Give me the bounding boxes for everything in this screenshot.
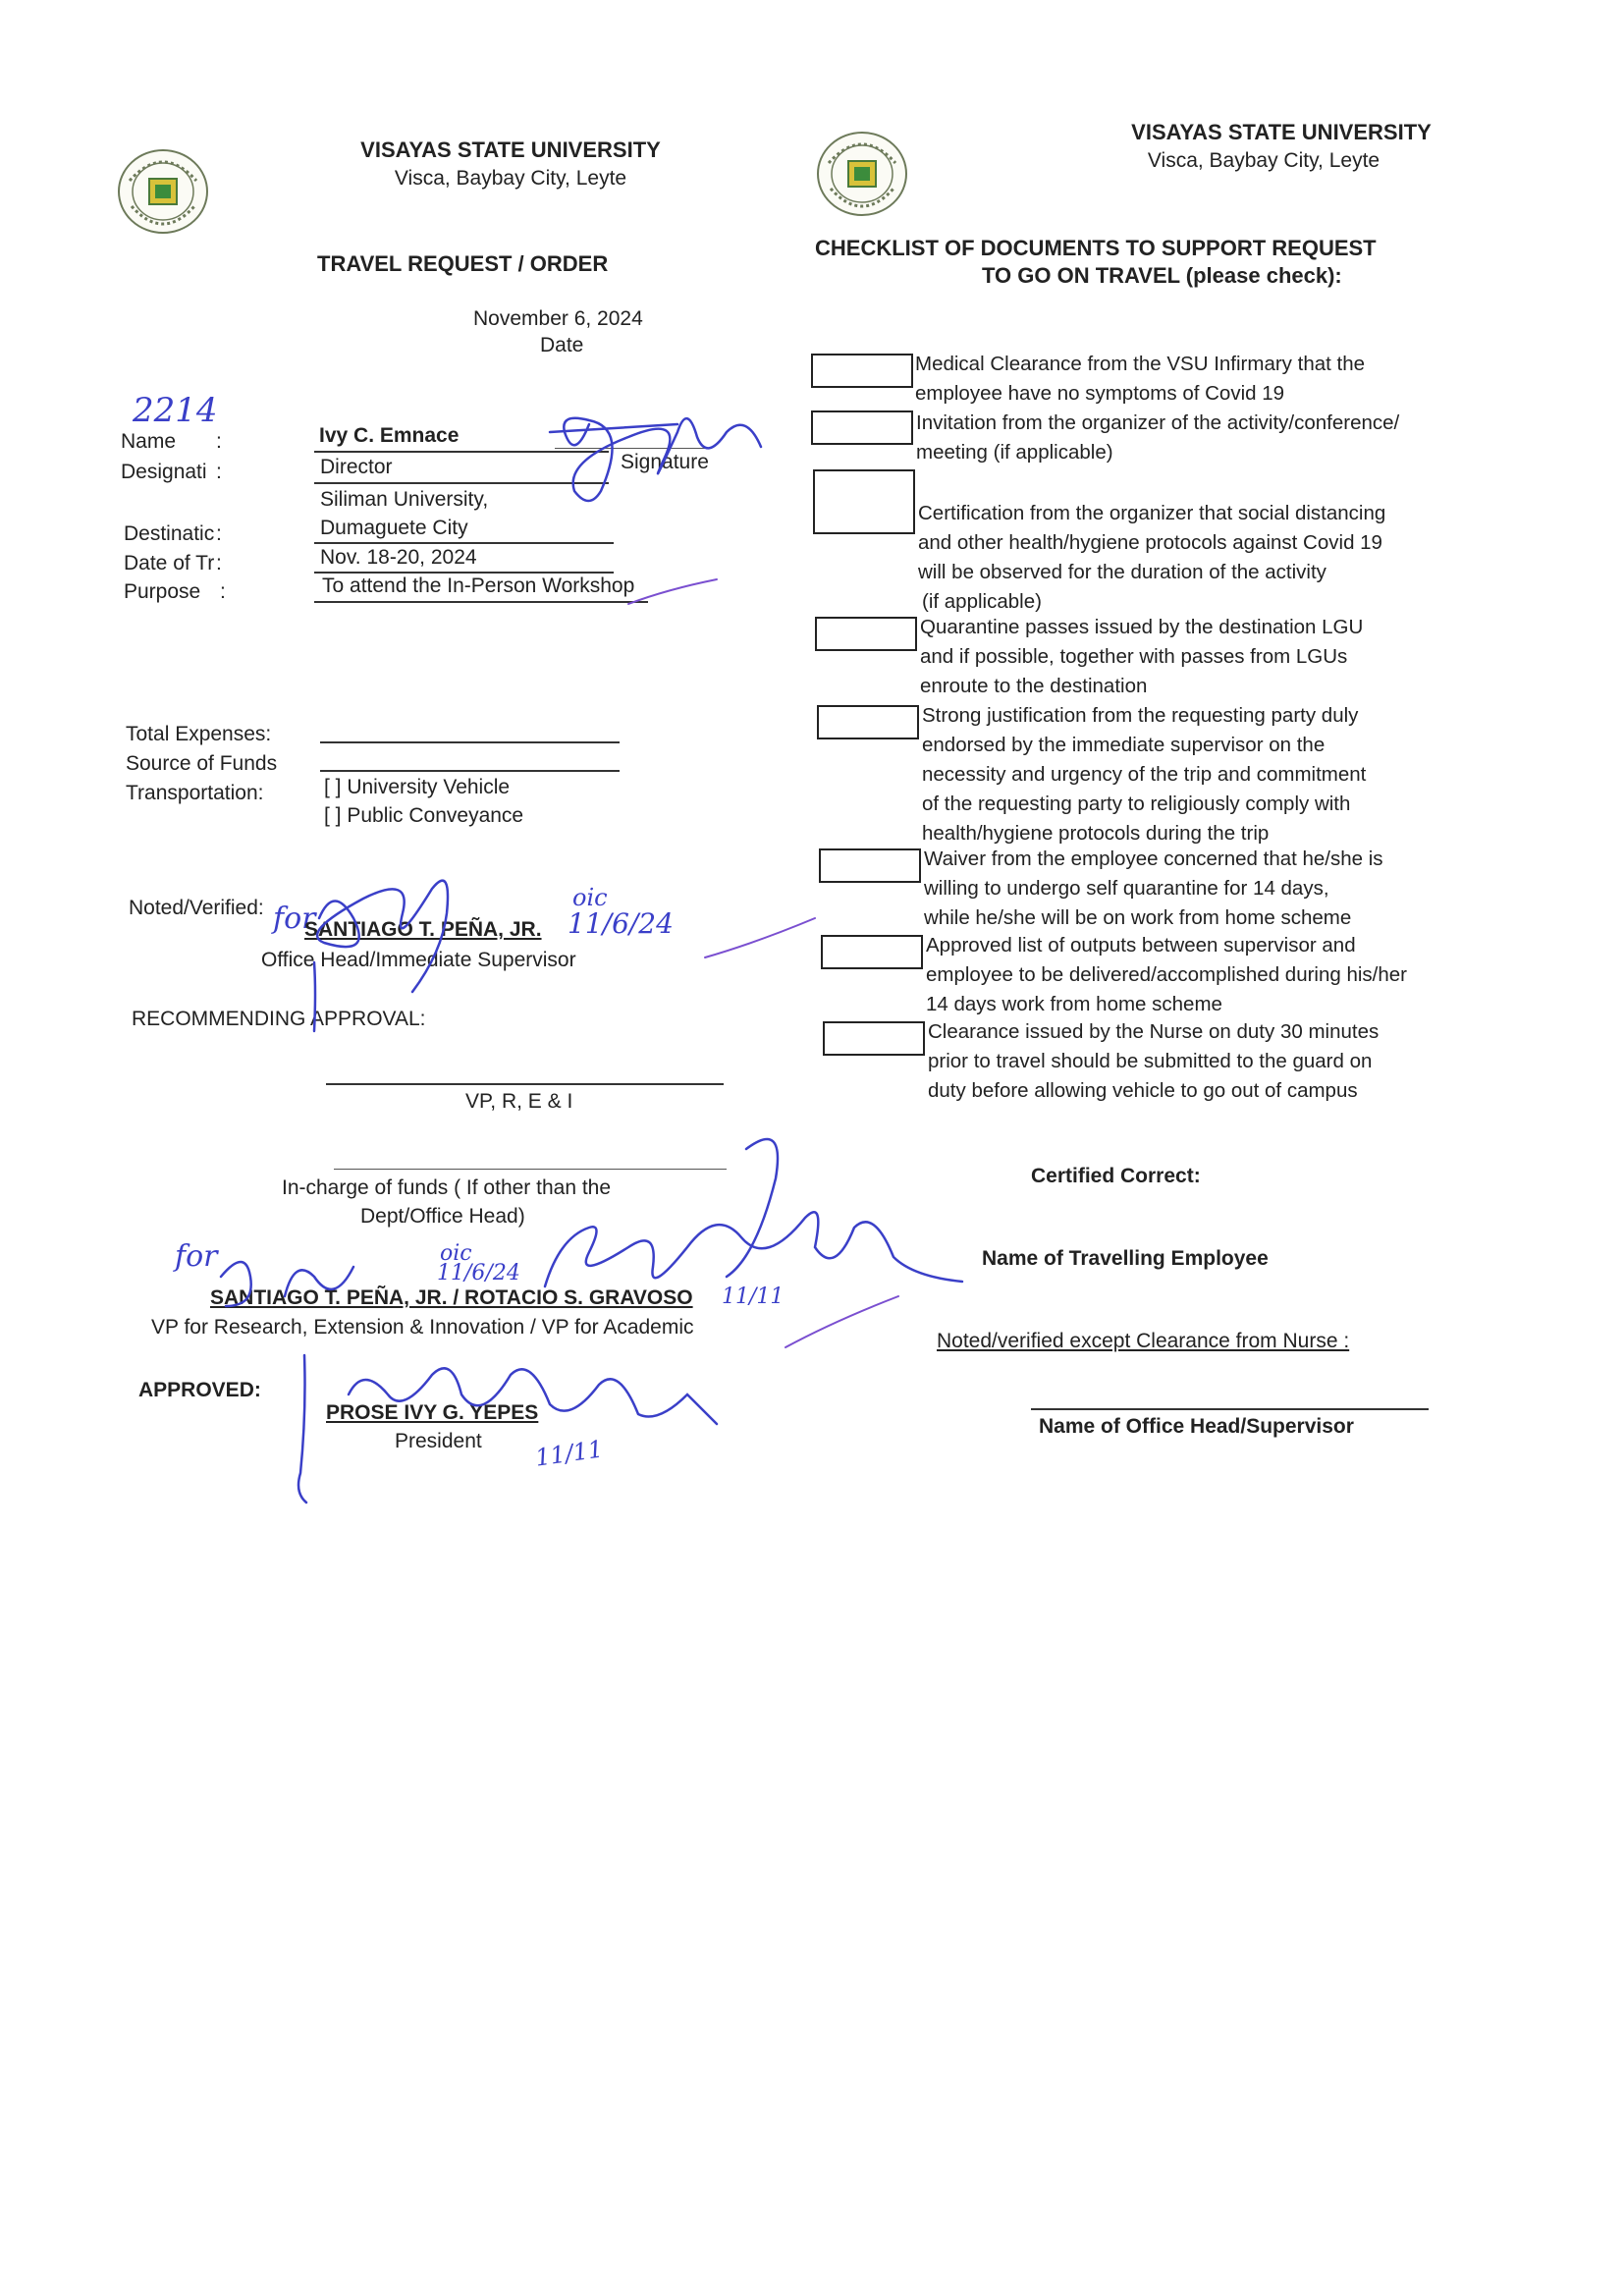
university-address: Visca, Baybay City, Leyte xyxy=(394,167,627,190)
checklist-title-line2: TO GO ON TRAVEL (please check): xyxy=(982,263,1342,288)
office-head-label: Name of Office Head/Supervisor xyxy=(1039,1415,1354,1438)
noted-handwritten-for: for xyxy=(273,902,316,936)
checklist-item-3-line2: and other health/hygiene protocols against Covid 19 xyxy=(918,531,1382,554)
approved-label: APPROVED: xyxy=(138,1379,261,1401)
president-title: President xyxy=(395,1430,482,1452)
funds-line2: Dept/Office Head) xyxy=(360,1205,525,1228)
checklist-item-4-line2: and if possible, together with passes from LGUs xyxy=(920,645,1348,668)
checklist-checkbox-7[interactable] xyxy=(821,935,923,969)
checklist-item-2-line2: meeting (if applicable) xyxy=(916,441,1113,464)
president-name: PROSE IVY G. YEPES xyxy=(326,1401,539,1424)
checklist-item-8-line2: prior to travel should be submitted to the guard on xyxy=(928,1050,1373,1072)
checklist-item-5-line3: necessity and urgency of the trip and commitment xyxy=(922,763,1367,786)
checklist-checkbox-8[interactable] xyxy=(823,1021,925,1056)
signature-label: Signature xyxy=(621,451,709,473)
handwritten-control-number: 2214 xyxy=(133,391,218,430)
checklist-item-2 xyxy=(916,409,1399,467)
name-colon: : xyxy=(216,430,222,453)
date-of-travel-value: Nov. 18-20, 2024 xyxy=(320,546,477,569)
date-of-travel-colon: : xyxy=(216,552,222,574)
purpose-label: Purpose xyxy=(124,580,201,603)
noted-except-label: Noted/verified except Clearance from Nurse : xyxy=(937,1330,1350,1352)
checklist-item-5-line1: Strong justification from the requesting party duly xyxy=(922,704,1359,727)
checklist-item-4-line3: enroute to the destination xyxy=(920,675,1148,697)
checklist-checkbox-2[interactable] xyxy=(811,410,913,445)
option-public-conveyance: [ ] Public Conveyance xyxy=(324,804,524,827)
certified-correct-label: Certified Correct: xyxy=(1031,1165,1201,1187)
checklist-item-8-line1: Clearance issued by the Nurse on duty 30 minutes xyxy=(928,1020,1380,1043)
source-of-funds-label: Source of Funds xyxy=(126,752,278,775)
checklist-item-6 xyxy=(924,845,1383,933)
checklist-item-5 xyxy=(922,701,1366,848)
designation-label: Designati xyxy=(121,461,207,483)
date-of-travel-label: Date of Tr xyxy=(124,552,215,574)
checklist-item-3-line3: will be observed for the duration of the activity xyxy=(918,561,1326,583)
checklist-checkbox-4[interactable] xyxy=(815,617,917,651)
noted-supervisor-name: SANTIAGO T. PEÑA, JR. xyxy=(304,918,542,941)
checklist-item-7-line1: Approved list of outputs between supervisor and xyxy=(926,934,1356,957)
transportation-label: Transportation: xyxy=(126,782,264,804)
vp-title: VP for Research, Extension & Innovation / VP for Academic xyxy=(151,1316,694,1339)
checklist-checkbox-5[interactable] xyxy=(817,705,919,739)
vp-handwritten-oic: oic xyxy=(440,1241,472,1266)
checklist-title-line1: CHECKLIST OF DOCUMENTS TO SUPPORT REQUEST xyxy=(815,236,1377,260)
name-value: Ivy C. Emnace xyxy=(319,424,460,447)
recommending-title: VP, R, E & I xyxy=(465,1090,573,1113)
date-label: Date xyxy=(540,334,584,356)
checklist-item-8 xyxy=(928,1017,1379,1106)
noted-verified-label: Noted/Verified: xyxy=(129,897,264,919)
checklist-item-3 xyxy=(918,499,1385,617)
checklist-item-6-line3: while he/she will be on work from home scheme xyxy=(924,906,1352,929)
vp-names: SANTIAGO T. PEÑA, JR. / ROTACIO S. GRAVOSO xyxy=(210,1286,693,1309)
checklist-item-5-line5: health/hygiene protocols during the trip xyxy=(922,822,1270,845)
checklist-item-3-line1: Certification from the organizer that social distancing xyxy=(918,502,1386,524)
checklist-item-1-line2: employee have no symptoms of Covid 19 xyxy=(915,382,1285,405)
checklist-item-7-line2: employee to be delivered/accomplished during his/her xyxy=(926,963,1408,986)
noted-handwritten-date: 11/6/24 xyxy=(568,907,674,940)
checklist-item-5-line4: of the requesting party to religiously comply with xyxy=(922,793,1351,815)
designation-value: Director xyxy=(320,456,393,478)
checklist-item-6-line1: Waiver from the employee concerned that he/she is xyxy=(924,847,1383,870)
checklist-item-7-line3: 14 days work from home scheme xyxy=(926,993,1222,1015)
name-label: Name xyxy=(121,430,177,453)
checklist-item-1-line1: Medical Clearance from the VSU Infirmary that the xyxy=(915,353,1366,375)
checklist-item-6-line2: willing to undergo self quarantine for 14 days, xyxy=(924,877,1329,900)
noted-handwritten-oic: oic xyxy=(572,884,608,911)
checklist-item-2-line1: Invitation from the organizer of the activity/conference/ xyxy=(916,411,1400,434)
vp-handwritten-date: 11/6/24 xyxy=(437,1261,520,1285)
purpose-value: To attend the In-Person Workshop xyxy=(322,574,635,597)
destination-label: Destinatic xyxy=(124,522,215,545)
destination-colon: : xyxy=(216,522,222,545)
president-handwritten-date: 11/11 xyxy=(533,1435,605,1472)
checklist-item-4 xyxy=(920,613,1363,701)
checklist-item-4-line1: Quarantine passes issued by the destination LGU xyxy=(920,616,1364,638)
university-seal-icon xyxy=(815,130,909,218)
checklist-item-3-line4: (if applicable) xyxy=(922,590,1042,613)
checklist-checkbox-1[interactable] xyxy=(811,354,913,388)
checklist-item-5-line2: endorsed by the immediate supervisor on the xyxy=(922,734,1326,756)
destination-line1: Siliman University, xyxy=(320,488,489,511)
checklist-item-7 xyxy=(926,931,1407,1019)
travelling-employee-label: Name of Travelling Employee xyxy=(982,1247,1269,1270)
checklist-item-1 xyxy=(915,350,1365,409)
university-name: VISAYAS STATE UNIVERSITY xyxy=(360,137,661,162)
recommending-approval-label: RECOMMENDING APPROVAL: xyxy=(132,1008,426,1030)
vp-handwritten-date2: 11/11 xyxy=(722,1285,785,1309)
checklist-checkbox-3[interactable] xyxy=(813,469,915,534)
purpose-colon: : xyxy=(220,580,226,603)
option-university-vehicle: [ ] University Vehicle xyxy=(324,776,511,798)
form-title: TRAVEL REQUEST / ORDER xyxy=(317,251,609,276)
noted-supervisor-title: Office Head/Immediate Supervisor xyxy=(261,949,576,971)
office-head-signature-line xyxy=(1031,1408,1429,1410)
total-expenses-label: Total Expenses: xyxy=(126,723,272,745)
right-university-name: VISAYAS STATE UNIVERSITY xyxy=(1131,120,1432,144)
vp-handwritten-for: for xyxy=(175,1239,218,1274)
checklist-item-8-line3: duty before allowing vehicle to go out of campus xyxy=(928,1079,1358,1102)
date-value: November 6, 2024 xyxy=(473,307,643,330)
right-university-address: Visca, Baybay City, Leyte xyxy=(1147,149,1380,172)
funds-line1: In-charge of funds ( If other than the xyxy=(282,1176,612,1199)
checklist-checkbox-6[interactable] xyxy=(819,848,921,883)
designation-colon: : xyxy=(216,461,222,483)
destination-line2: Dumaguete City xyxy=(320,517,468,539)
